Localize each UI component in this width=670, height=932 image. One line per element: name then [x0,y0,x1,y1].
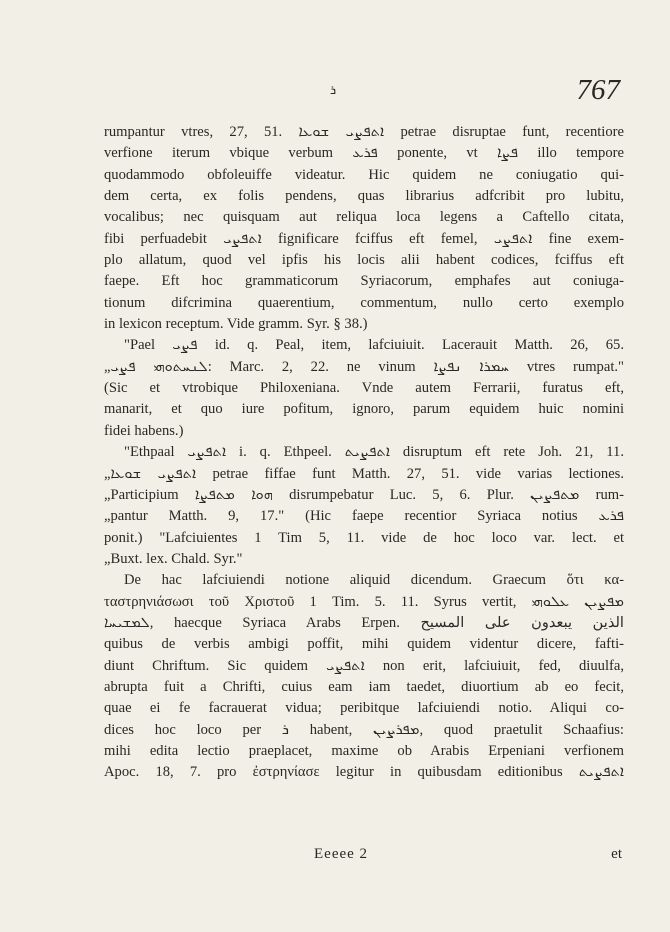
text-line: diunt Chriftum. Sic quidem ܐܬܦܨܝ non erit, lafciuiuit, fed, diuulfa, [104,657,624,674]
text-line: ταστρηνιάσωσι τοῦ Χριστοῦ 1 Tim. 5. 11. Syrus vertit, ܡܦܨܝܢ ܥܠܘܗܝ [104,593,624,610]
page-footer [0,846,670,868]
text-line: rumpantur vtres, 27, 51. ܐܬܦܨܝ ܫܘܥܐ petrae disruptae funt, recentiore [104,124,624,140]
header-letter: ܪ [330,82,337,97]
page-body [104,122,624,784]
text-line: (Sic et vtrobique Philoxeniana. Vnde autem Ferrarii, furatus eft, [104,380,624,397]
text-line: verfione iterum vbique verbum ܦܪܥ ponente, vt ܦܨܐ illo tempore [104,145,624,162]
text-line: „Participium ܗܘܐ ܡܬܦܨܐ disrumpebatur Luc. 5, 6. Plur. ܡܬܦܨܝܢ rum- [104,486,624,503]
text-line: dices hoc loco per ܪ habent, ܡܦܪܨܝܢ, quod praetulit Schaafius: [104,721,624,738]
text-line: „Buxt. lex. Chald. Syr." [104,550,243,567]
text-line: "Pael ܦܨܝ id. q. Peal, item, lafciuiuit. Lacerauit Matth. 26, 65. [124,337,624,354]
text-line: ponit.) "Lafciuientes 1 Tim 5, 11. vide de hoc loco var. lect. et [104,529,624,546]
text-line: quae ei fe facrauerat vidua; peribitque lafciuiendi notio. Aliqui co- [104,700,624,717]
text-line: "Ethpaal ܐܬܦܨܝ i. q. Ethpeel. ܐܬܦܨܝܬ disruptum eft rete Joh. 21, 11. [124,444,624,461]
text-line: abrupta fuit a Chrifti, cuius eam iam taedet, diuortium ab eo fecit, [104,678,624,695]
text-line: in lexicon receptum. Vide gramm. Syr. § 38.) [104,316,368,333]
text-line: vocalibus; nec quisquam aut reliqua loca legens a Caftello citata, [104,209,624,226]
text-line: Apoc. 18, 7. pro ἐστρηνίασε legitur in quibusdam editionibus ܐܬܦܨܝܬ [104,764,624,781]
text-line: „pantur Matth. 9, 17." (Hic faepe recentior Syriaca notius ܦܪܥ [104,508,624,525]
text-line: „ܠܢܚܬܘܗܝ ܦܨܝ: Marc. 2, 22. ne vinum ܚܡܪܐ ܢܦܨܐ vtres rumpat." [104,358,624,375]
text-line: quodammodo obfoleuiffe videatur. Hic quidem ne coniugatio qui- [104,166,624,183]
text-line: faepe. Eft hoc grammaticorum Syriacorum, emphafes aut coniuga- [104,273,624,290]
catchword: et [611,846,622,862]
text-line: fidei habens.) [104,422,184,439]
signature-mark: Eeeee 2 [314,846,369,862]
text-line: plo allatum, quod vel ipfis his locis alii habent codices, fciffus eft [104,252,624,269]
text-line: tionum difcrimina quaerentium, commentum, nullo certo exemplo [104,294,624,311]
text-line: dem certa, ex folis pendens, quas librarius adfcribit pro lubitu, [104,188,624,205]
page-header [0,74,670,112]
text-line: ܠܡܫܝܚܐ, haecque Syriaca Arabs Erpen. الذين يبعدون على المسيح [104,614,624,631]
text-line: quibus de verbis ambigi poffit, mihi quidem videntur dicere, fafti- [104,636,624,653]
text-line: De hac lafciuiendi notione aliquid dicendum. Graecum ὅτι κα- [124,572,624,589]
text-line: fibi perfuadebit ܐܬܦܨܝ fignificare fciffus eft femel, ܐܬܦܨܝ fine exem- [104,230,624,247]
text-line: „ܐܬܦܨܝ ܫܘܥܐ petrae fiffae funt Matth. 27, 51. vide varias lectiones. [104,465,624,482]
text-line: manarit, et quo iure pofitum, ignoro, parum equidem huic nomini [104,401,624,418]
text-line: mihi edita lectio praeplacet, maxime ob Arabis Erpeniani verfionem [104,742,624,759]
page-number: 767 [576,74,620,106]
